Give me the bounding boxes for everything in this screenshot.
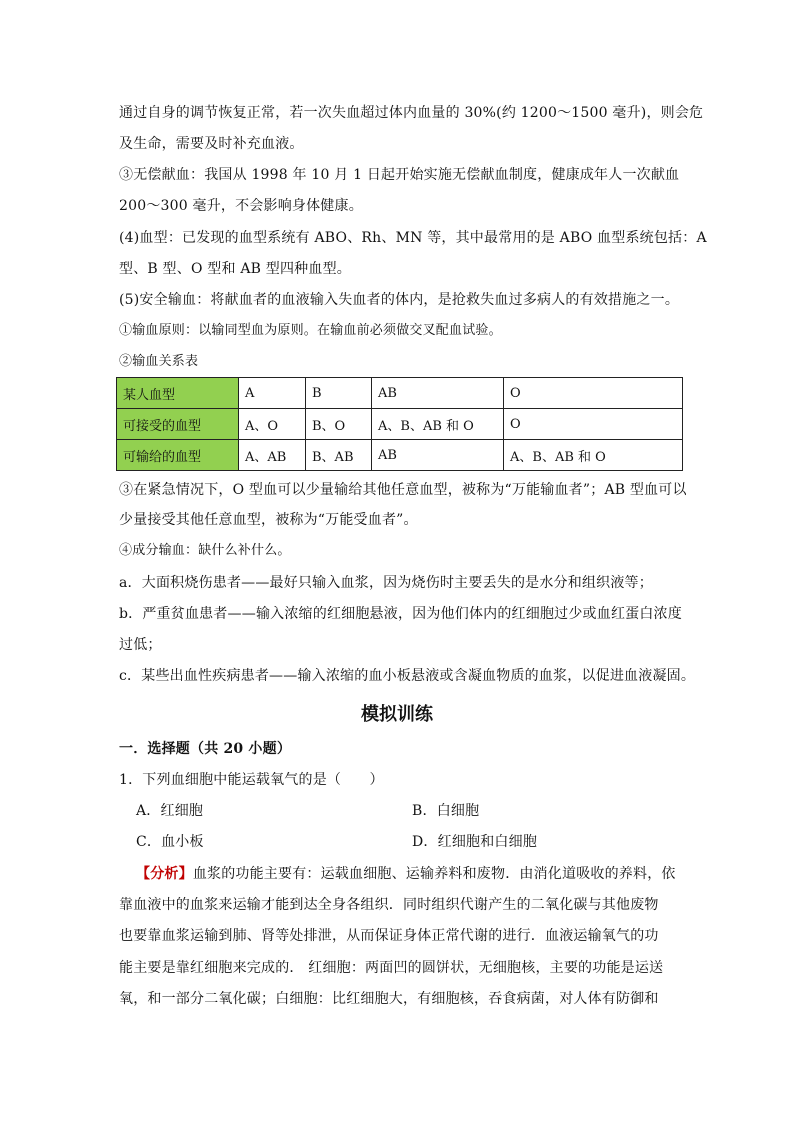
analysis-tag: 【分析】 [136,866,193,882]
option-a: A．红细胞 [136,803,204,819]
text-line: 及生命，需要及时补充血液。 [119,136,304,152]
text-line: ①输血原则：以输同型血为原则。在输血前必须做交叉配血试验。 [119,323,502,338]
table-cell: A、B、AB 和 O [372,409,504,440]
table-cell: B、AB [306,440,372,471]
text-line: (4)血型：已发现的血型系统有 ABO、Rh、MN 等，其中最常用的是 ABO 血型系统包括：A [119,230,707,246]
text-line: ④成分输血：缺什么补什么。 [119,543,291,558]
table-cell: 某人血型 [117,378,239,409]
analysis-line: 氧，和一部分二氧化碳；白细胞：比红细胞大，有细胞核，吞食病菌，对人体有防御和 [119,991,659,1007]
table-cell: A、O [239,409,306,440]
table-cell: B [306,378,372,409]
analysis-text: 血浆的功能主要有：运载血细胞、运输养料和废物．由消化道吸收的养料，依 [192,866,676,882]
table-cell: 可输给的血型 [117,440,239,471]
text-line: ③无偿献血：我国从 1998 年 10 月 1 日起开始实施无偿献血制度，健康成年人一次献血 [119,167,680,183]
table-row [117,409,683,440]
table-cell: O [504,378,683,409]
table-cell: A、AB [239,440,306,471]
text-line: (5)安全输血：将献血者的血液输入失血者的体内，是抢救失血过多病人的有效措施之一。 [119,292,680,308]
blood-transfusion-table [116,377,683,471]
analysis-line [136,864,684,884]
text-line: 型、B 型、O 型和 AB 型四种血型。 [119,261,351,277]
text-line: ③在紧急情况下，O 型血可以少量输给其他任意血型，被称为“万能输血者”；AB 型血可以 [119,482,687,498]
table-cell: AB [372,440,504,471]
option-d: D．红细胞和白细胞 [412,834,538,850]
table-row [117,378,683,409]
question-stem: 1．下列血细胞中能运载氧气的是（ ） [119,772,384,788]
table-row [117,440,683,471]
section-title: 模拟训练 [361,704,433,725]
table-cell: B、O [306,409,372,440]
table-cell: AB [372,378,504,409]
option-b: B．白细胞 [412,803,480,819]
text-line: a．大面积烧伤患者——最好只输入血浆，因为烧伤时主要丢失的是水分和组织液等； [119,575,653,591]
table-cell: 可接受的血型 [117,409,239,440]
text-line: 200～300 毫升，不会影响身体健康。 [119,198,363,214]
table-cell: A、B、AB 和 O [504,440,683,471]
part-heading: 一．选择题（共 20 小题） [119,741,292,757]
text-line: ②输血关系表 [119,354,199,369]
option-c: C．血小板 [136,834,204,850]
text-line: b．严重贫血患者——输入浓缩的红细胞悬液，因为他们体内的红细胞过少或血红蛋白浓度 [119,606,682,622]
text-line: 少量接受其他任意血型，被称为“万能受血者”。 [119,512,418,528]
text-line: c．某些出血性疾病患者——输入浓缩的血小板悬液或含凝血物质的血浆，以促进血液凝固。 [119,668,696,684]
text-line: 通过自身的调节恢复正常，若一次失血超过体内血量的 30%(约 1200～1500 毫升)，则会危 [119,105,704,121]
table-cell: O [504,409,683,440]
analysis-line: 能主要是靠红细胞来完成的． 红细胞：两面凹的圆饼状，无细胞核，主要的功能是运送 [119,960,664,976]
text-line: 过低； [119,637,162,653]
analysis-line: 靠血液中的血浆来运输才能到达全身各组织．同时组织代谢产生的二氧化碳与其他废物 [119,897,659,913]
analysis-line: 也要靠血浆运输到肺、肾等处排泄，从而保证身体正常代谢的进行．血液运输氧气的功 [119,928,659,944]
table-cell: A [239,378,306,409]
